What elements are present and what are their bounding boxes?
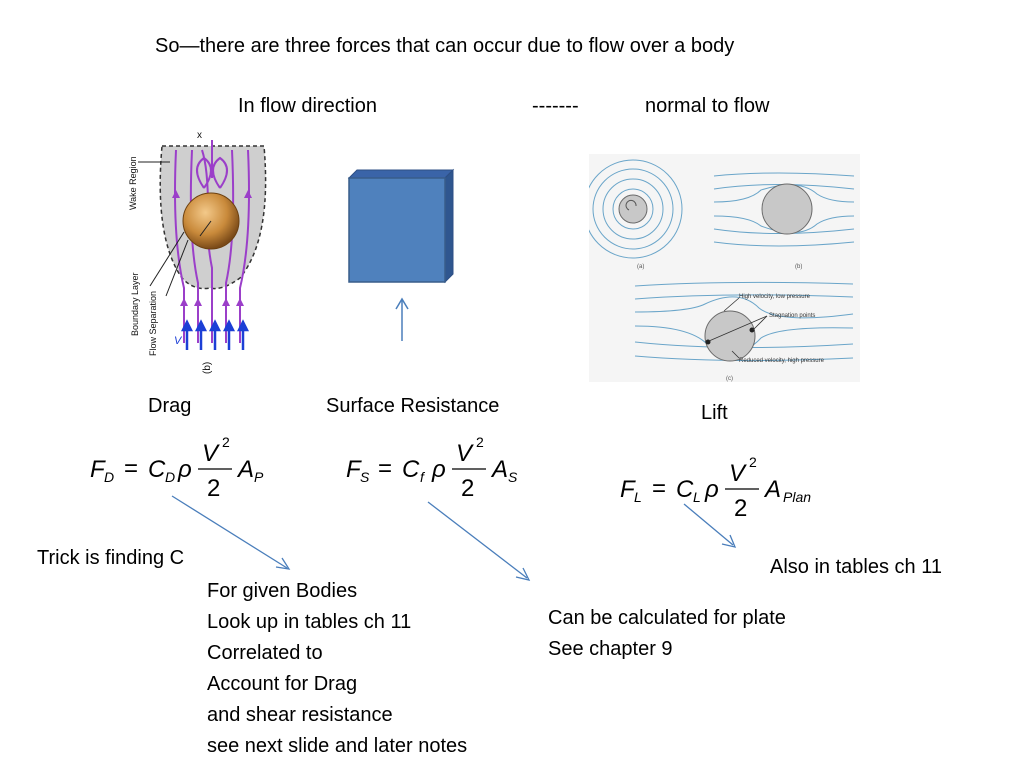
velocity-label: V [174,335,182,347]
svg-text:2: 2 [461,475,475,502]
svg-text:S: S [508,469,518,485]
wake-region-label: Wake Region [128,156,138,210]
surface-note-line: Can be calculated for plate [548,607,786,629]
svg-text:F: F [346,456,361,483]
svg-text:=: = [652,475,667,502]
svg-text:A: A [238,456,255,483]
svg-text:L: L [634,489,642,505]
high-velocity-label: High velocity, low pressure [739,294,810,300]
svg-text:=: = [378,455,393,482]
lift-note: Also in tables ch 11 [770,556,942,578]
drag-note-line: and shear resistance [207,704,393,726]
drag-note-line: Look up in tables ch 11 [207,611,412,633]
heading-flow-direction: In flow direction [238,95,377,117]
stagnation-points-label: Stagnation points [769,313,816,319]
axis-x-label: x [197,130,202,141]
svg-text:A: A [765,476,782,503]
slide-title: So—there are three forces that can occur due to flow over a body [155,35,735,57]
svg-text:f: f [420,469,424,485]
surface-note-line: See chapter 9 [548,638,673,660]
drag-notes [207,576,467,762]
svg-text:ρ: ρ [432,456,446,483]
surface-notes [548,603,786,665]
svg-text:L: L [693,489,701,505]
svg-text:V: V [202,440,219,467]
svg-text:F: F [90,456,105,483]
sub-b-label: (b) [795,264,803,270]
svg-text:ρ: ρ [705,476,719,503]
trick-note: Trick is finding C [37,547,185,569]
drag-equation [86,428,286,508]
sub-a-label: (a) [637,264,645,270]
lift-equation [616,448,836,528]
svg-text:2: 2 [734,495,748,522]
drag-wake-figure [122,128,268,378]
drag-note-line: see next slide and later notes [207,735,468,757]
flow-separation-label: Flow Separation [148,290,158,356]
svg-text:D: D [165,469,176,485]
svg-text:ρ: ρ [178,456,192,483]
sub-c-label: (c) [726,376,733,382]
svg-text:C: C [148,456,166,483]
boundary-layer-label: Boundary Layer [130,272,140,336]
drag-note-line: Account for Drag [207,673,358,695]
svg-text:2: 2 [207,475,221,502]
svg-text:=: = [124,455,139,482]
surface-equation [342,428,542,508]
svg-text:A: A [492,456,509,483]
svg-text:C: C [676,476,694,503]
panel-b-label: (b) [202,361,213,374]
svg-text:F: F [620,476,635,503]
svg-text:D: D [104,469,115,485]
svg-text:2: 2 [749,454,757,470]
svg-text:P: P [254,469,264,485]
surface-resistance-label: Surface Resistance [326,395,500,417]
svg-text:V: V [456,440,473,467]
svg-text:2: 2 [222,434,230,450]
lift-streamline-figure [589,154,860,382]
svg-text:C: C [402,456,420,483]
drag-note-line: Correlated to [207,642,323,664]
drag-label: Drag [148,395,192,417]
reduced-velocity-label: Reduced velocity, high pressure [739,358,824,364]
surface-block-figure [344,168,460,346]
lift-label: Lift [701,402,728,424]
svg-text:Plan: Plan [783,489,812,505]
heading-normal-to-flow: normal to flow [645,95,770,117]
surface-notes-arrow [428,502,527,578]
svg-text:2: 2 [476,434,484,450]
svg-text:S: S [360,469,370,485]
heading-dashes: ------- [532,95,579,117]
drag-note-line: For given Bodies [207,580,358,602]
svg-text:V: V [729,460,746,487]
